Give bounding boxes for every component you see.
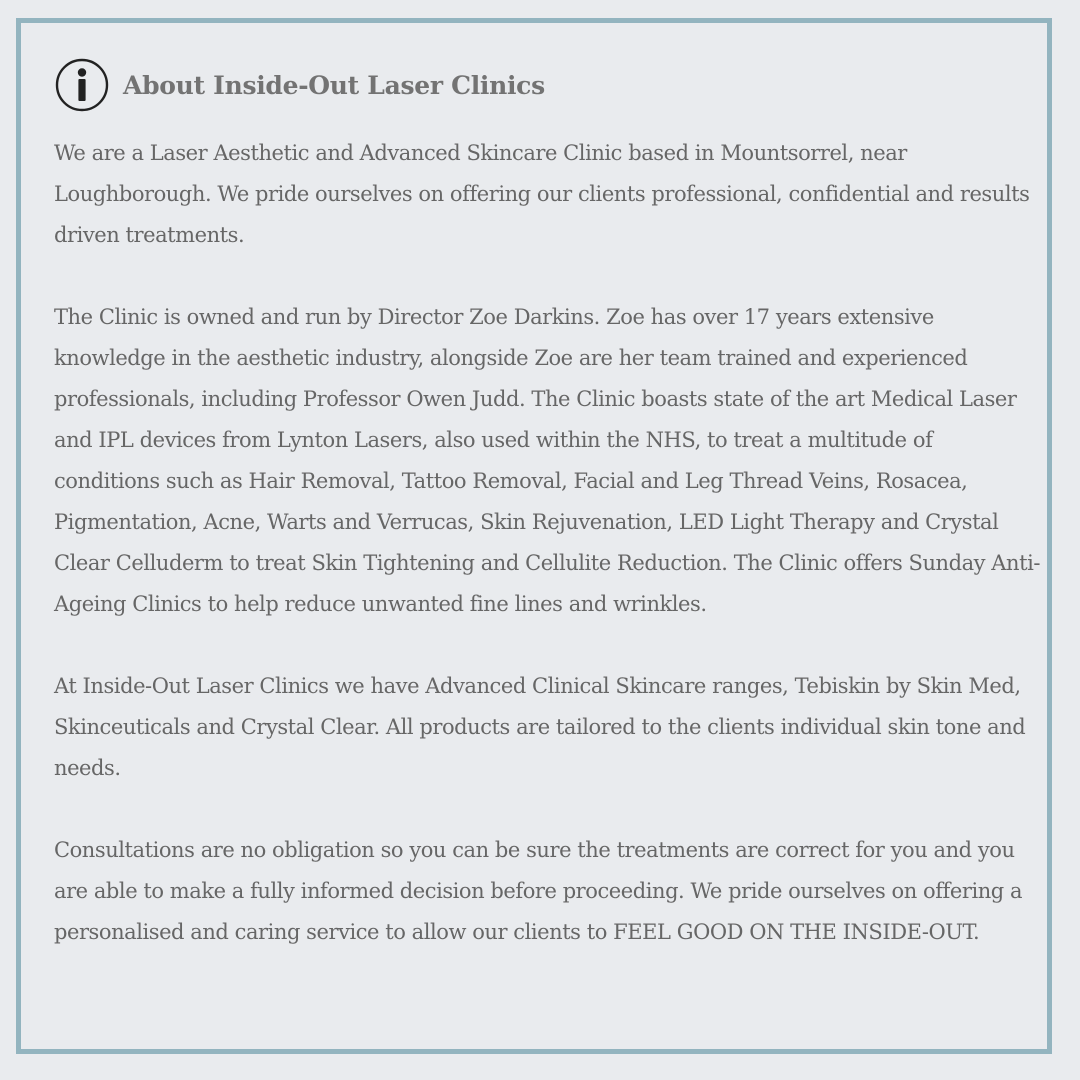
info-icon — [55, 58, 109, 112]
about-card — [16, 18, 1052, 1054]
paragraph-skincare: At Inside-Out Laser Clinics we have Advanced Clinical Skincare ranges, Tebiskin by Skin Med, Skinceuticals and Crystal Clear. All products are tailored to the clients individual skin tone and needs. — [54, 674, 1026, 780]
paragraph-team: The Clinic is owned and run by Director Zoe Darkins. Zoe has over 17 years extensive knowledge in the aesthetic industry, alongside Zoe are her team trained and experienced professionals, including Professor Owen Judd. The Clinic boasts state of the art Medical Laser and IPL devices from Lynton Lasers, also used within the NHS, to treat a multitude of conditions such as Hair Removal, Tattoo Removal, Facial and Leg Thread Veins, Rosacea, Pigmentation, Acne, Warts and Verrucas, Skin Rejuvenation, LED Light Therapy and Crystal Clear Celluderm to treat Skin Tightening and Cellulite Reduction. The Clinic offers Sunday Anti-Ageing Clinics to help reduce unwanted fine lines and wrinkles. — [54, 305, 1040, 616]
card-title: About Inside-Out Laser Clinics — [123, 70, 545, 100]
card-header — [55, 55, 545, 115]
paragraph-consultations: Consultations are no obligation so you can be sure the treatments are correct for you and you are able to make a fully informed decision before proceeding. We pride ourselves on offering a personalised and caring service to allow our clients to FEEL GOOD ON THE INSIDE-OUT. — [54, 838, 1023, 944]
card-body — [54, 133, 1044, 953]
paragraph-intro: We are a Laser Aesthetic and Advanced Skincare Clinic based in Mountsorrel, near Loughborough. We pride ourselves on offering our clients professional, confidential and results driven treatments. — [54, 141, 1030, 247]
